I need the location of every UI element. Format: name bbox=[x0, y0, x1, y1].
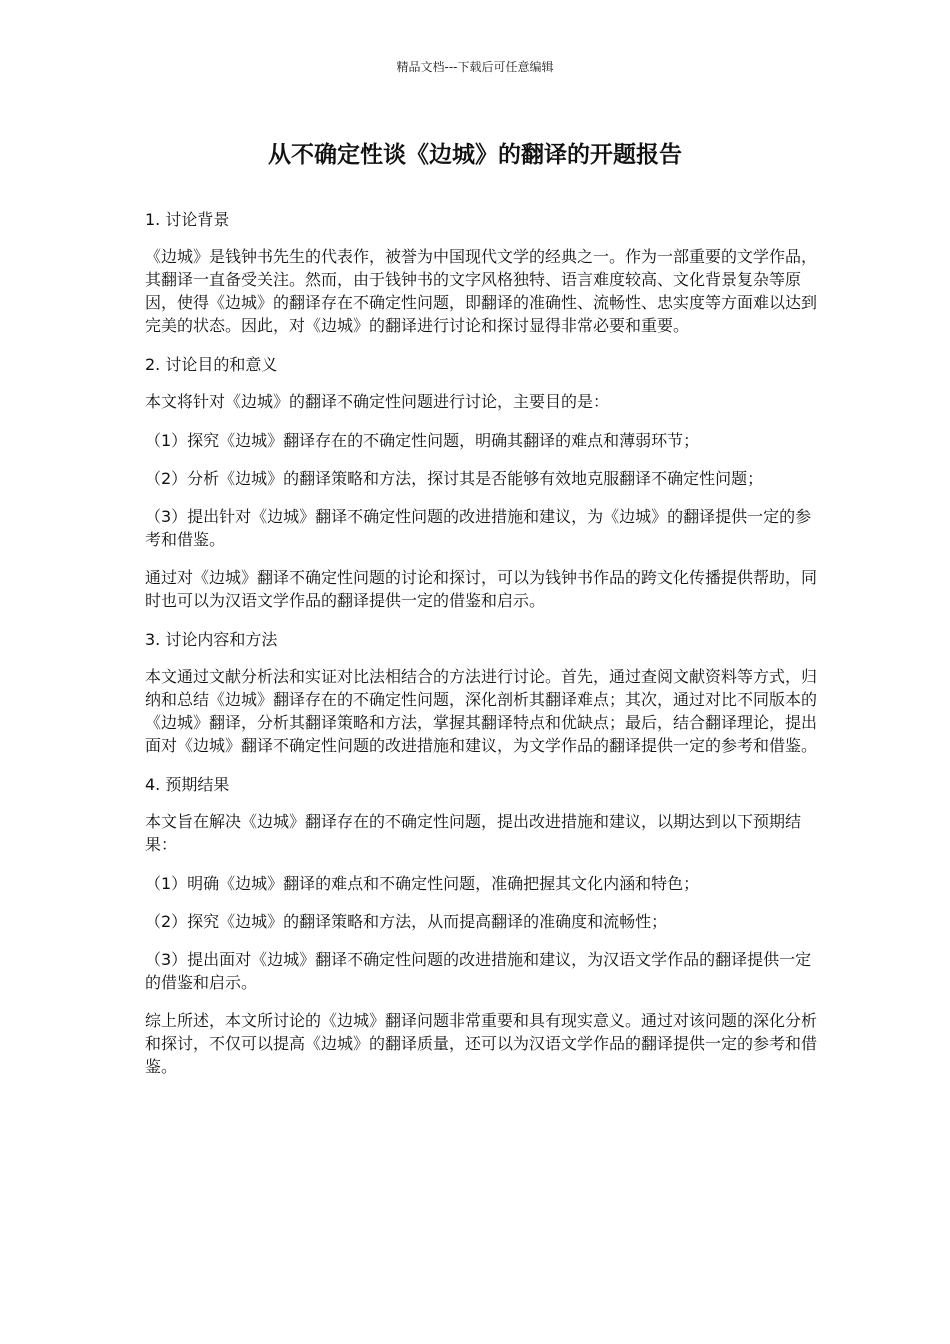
header-note: 精品文档---下载后可任意编辑 bbox=[396, 60, 554, 74]
purpose-item-2: （2）分析《边城》的翻译策略和方法，探讨其是否能够有效地克服翻译不确定性问题； bbox=[145, 469, 764, 488]
section-heading-method: 3. 讨论内容和方法 bbox=[145, 630, 278, 649]
result-item-1: （1）明确《边城》翻译的难点和不确定性问题，准确把握其文化内涵和特色； bbox=[145, 874, 700, 893]
paragraph-conclusion: 综上所述，本文所讨论的《边城》翻译问题非常重要和具有现实意义。通过对该问题的深化分析和探讨，不仅可以提高《边城》的翻译质量，还可以为汉语文学作品的翻译提供一定的参考和借鉴。 bbox=[145, 1011, 818, 1076]
document-title: 从不确定性谈《边城》的翻译的开题报告 bbox=[268, 142, 682, 168]
purpose-item-1: （1）探究《边城》翻译存在的不确定性问题，明确其翻译的难点和薄弱环节； bbox=[145, 431, 700, 450]
document-body bbox=[145, 208, 825, 1094]
result-item-2: （2）探究《边城》的翻译策略和方法，从而提高翻译的准确度和流畅性； bbox=[145, 912, 668, 931]
section-heading-purpose: 2. 讨论目的和意义 bbox=[145, 355, 278, 374]
paragraph-method: 本文通过文献分析法和实证对比法相结合的方法进行讨论。首先，通过查阅文献资料等方式，归纳和总结《边城》翻译存在的不确定性问题，深化剖析其翻译难点；其次，通过对比不同版本的《边城》翻译，分析其翻译策略和方法，掌握其翻译特点和优缺点；最后，结合翻译理论，提出面对《边城》翻译不确定性问题的改进措施和建议，为文学作品的翻译提供一定的参考和借鉴。 bbox=[145, 667, 818, 755]
purpose-item-3: （3）提出针对《边城》翻译不确定性问题的改进措施和建议，为《边城》的翻译提供一定的参考和借鉴。 bbox=[145, 507, 812, 549]
section-heading-background: 1. 讨论背景 bbox=[145, 210, 230, 229]
paragraph-background: 《边城》是钱钟书先生的代表作，被誉为中国现代文学的经典之一。作为一部重要的文学作品，其翻译一直备受关注。然而，由于钱钟书的文字风格独特、语言难度较高、文化背景复杂等原因，使得《边城》的翻译存在不确定性问题，即翻译的准确性、流畅性、忠实度等方面难以达到完美的状态。因此，对《边城》的翻译进行讨论和探讨显得非常必要和重要。 bbox=[145, 247, 818, 335]
paragraph-purpose-closing: 通过对《边城》翻译不确定性问题的讨论和探讨，可以为钱钟书作品的跨文化传播提供帮助，同时也可以为汉语文学作品的翻译提供一定的借鉴和启示。 bbox=[145, 568, 818, 610]
section-heading-results: 4. 预期结果 bbox=[145, 775, 230, 794]
paragraph-results-intro: 本文旨在解决《边城》翻译存在的不确定性问题，提出改进措施和建议，以期达到以下预期结果： bbox=[145, 812, 802, 854]
result-item-3: （3）提出面对《边城》翻译不确定性问题的改进措施和建议，为汉语文学作品的翻译提供一定的借鉴和启示。 bbox=[145, 950, 812, 992]
paragraph-purpose-intro: 本文将针对《边城》的翻译不确定性问题进行讨论，主要目的是： bbox=[145, 392, 610, 411]
